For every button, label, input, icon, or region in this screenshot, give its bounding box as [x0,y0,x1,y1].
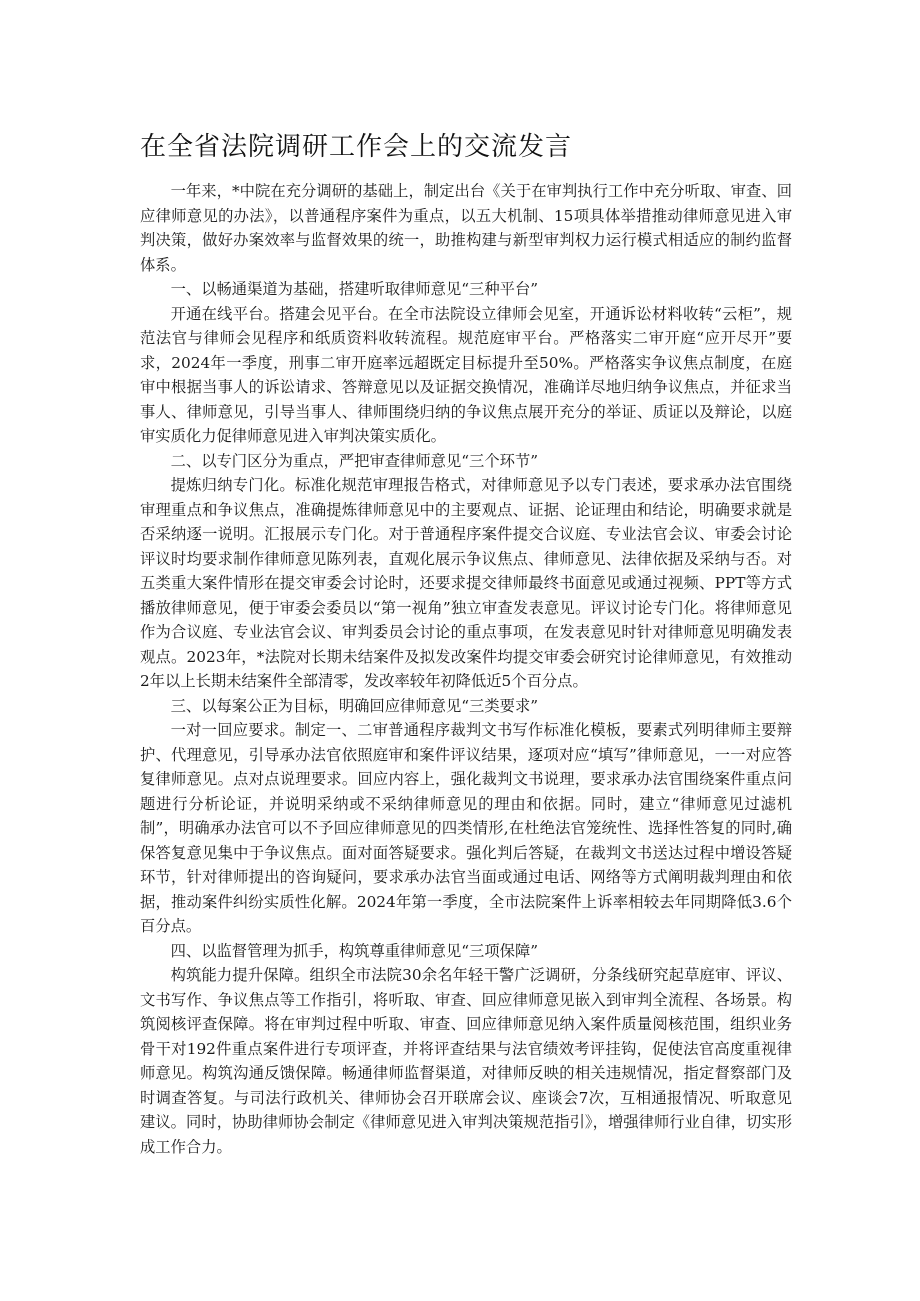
section-heading-3: 三、以每案公正为目标，明确回应律师意见“三类要求” [170,696,539,715]
intro-paragraph: 一年来，*中院在充分调研的基础上，制定出台《关于在审判执行工作中充分听取、审查、回应律师意见的办法》，以普通程序案件为重点，以五大机制、15项具体举措推动律师意见进入审判决策，做好办案效率与监督效果的统一，助推构建与新型审判权力运行模式相适应的制约监督体系。 [140,182,792,274]
document-title: 在全省法院调研工作会上的交流发言 [140,132,573,162]
section-heading-1: 一、以畅通渠道为基础，搭建听取律师意见“三种平台” [170,280,539,298]
section-paragraph-1: 开通在线平台。搭建会见平台。在全市法院设立律师会见室，开通诉讼材料收转“云柜”，规范法官与律师会见程序和纸质资料收转流程。规范庭审平台。严格落实二审开庭“应开尽开”要求，2024年一季度，刑事二审开庭率远超既定目标提升至50%。严格落实争议焦点制度，在庭审中根据当事人的诉讼请求、答辩意见以及证据交换情况，准确详尽地归纳争议焦点，并征求当事人、律师意见，引导当事人、律师围绕归纳的争议焦点展开充分的举证、质证以及辩论，以庭审实质化力促律师意见进入审判决策实质化。 [140,304,792,445]
section-heading-4: 四、以监督管理为抓手，构筑尊重律师意见“三项保障” [170,941,539,960]
section-paragraph-2: 提炼归纳专门化。标准化规范审理报告格式，对律师意见予以专门表述，要求承办法官围绕审理重点和争议焦点，准确提炼律师意见中的主要观点、证据、论证理由和结论，明确要求就是否采纳逐一说明。汇报展示专门化。对于普通程序案件提交合议庭、专业法官会议、审委会讨论评议时均要求制作律师意见陈列表，直观化展示争议焦点、律师意见、法律依据及采纳与否。对五类重大案件情形在提交审委会讨论时，还要求提交律师最终书面意见或通过视频、PPT等方式播放律师意见，便于审委会委员以“第一视角”独立审查发表意见。评议讨论专门化。将律师意见作为合议庭、专业法官会议、审判委员会讨论的重点事项，在发表意见时针对律师意见明确发表观点。2023年，*法院对长期未结案件及拟发改案件均提交审委会研究讨论律师意见，有效推动2年以上长期未结案件全部清零，发改率较年初降低近5个百分点。 [140,476,792,690]
section-paragraph-4: 构筑能力提升保障。组织全市法院30余名年轻干警广泛调研，分条线研究起草庭审、评议、文书写作、争议焦点等工作指引，将听取、审查、回应律师意见嵌入到审判全流程、各场景。构筑阅核评查保障。将在审判过程中听取、审查、回应律师意见纳入案件质量阅核范围，组织业务骨干对192件重点案件进行专项评查，并将评查结果与法官绩效考评挂钩，促使法官高度重视律师意见。构筑沟通反馈保障。畅通律师监督渠道，对律师反映的相关违规情况，指定督察部门及时调查答复。与司法行政机关、律师协会召开联席会议、座谈会7次，互相通报情况、听取意见建议。同时，协助律师协会制定《律师意见进入审判决策规范指引》，增强律师行业自律，切实形成工作合力。 [140,966,792,1156]
document-body [140,179,792,1159]
section-paragraph-3: 一对一回应要求。制定一、二审普通程序裁判文书写作标准化模板，要素式列明律师主要辩护、代理意见，引导承办法官依照庭审和案件评议结果，逐项对应“填写”律师意见，一一对应答复律师意见。点对点说理要求。回应内容上，强化裁判文书说理，要求承办法官围绕案件重点问题进行分析论证，并说明采纳或不采纳律师意见的理由和依据。同时，建立“律师意见过滤机制”，明确承办法官可以不予回应律师意见的四类情形,在杜绝法官笼统性、选择性答复的同时,确保答复意见集中于争议焦点。面对面答疑要求。强化判后答疑，在裁判文书送达过程中增设答疑环节，针对律师提出的咨询疑问，要求承办法官当面或通过电话、网络等方式阐明裁判理由和依据，推动案件纠纷实质性化解。2024年第一季度，全市法院案件上诉率相较去年同期降低3.6个百分点。 [140,721,792,935]
section-heading-2: 二、以专门区分为重点，严把审查律师意见“三个环节” [170,451,539,470]
